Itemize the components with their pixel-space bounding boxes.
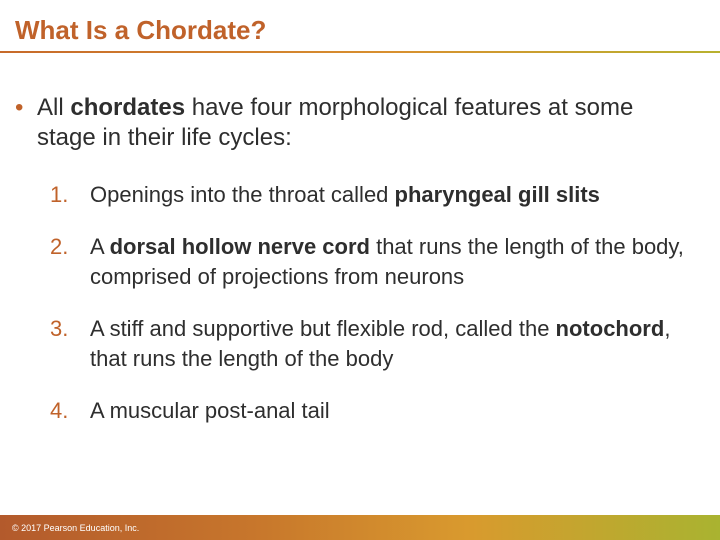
- list-item-text: [90, 232, 710, 292]
- list-item-text: [90, 180, 710, 210]
- item-text-part: , that runs the length of the body: [90, 316, 671, 371]
- list-item-text: [90, 314, 710, 374]
- bullet-text-before: All: [37, 94, 71, 121]
- list-item: [50, 396, 710, 426]
- item-bold-term: notochord: [555, 316, 665, 341]
- bullet-text-after: have four morphological features at some stage in their life cycles:: [37, 94, 634, 151]
- list-item-text: [90, 396, 710, 426]
- list-item: [50, 232, 710, 292]
- item-bold-term: dorsal hollow nerve cord: [109, 234, 370, 259]
- list-item: [50, 180, 710, 210]
- bullet-marker: •: [15, 94, 24, 121]
- item-bold-term: pharyngeal gill slits: [394, 182, 600, 207]
- item-text-part: that runs the length of the body, comprised of projections from neurons: [90, 234, 684, 289]
- copyright-text: © 2017 Pearson Education, Inc.: [12, 523, 140, 533]
- slide-title: What Is a Chordate?: [15, 15, 267, 45]
- bullet-bold-term: chordates: [70, 94, 186, 121]
- list-item: [50, 314, 710, 374]
- bullet-text: [37, 93, 695, 153]
- list-item-number: 4.: [50, 398, 69, 423]
- item-text-part: A muscular post-anal tail: [90, 398, 330, 423]
- main-bullet: [15, 93, 695, 153]
- item-text-part: A stiff and supportive but flexible rod, called the: [90, 316, 556, 341]
- list-item-number: 3.: [50, 316, 69, 341]
- item-text-part: A: [90, 234, 110, 259]
- feature-list: [50, 180, 710, 448]
- list-item-number: 1.: [50, 182, 69, 207]
- list-item-number: 2.: [50, 234, 69, 259]
- item-text-part: Openings into the throat called: [90, 182, 395, 207]
- title-divider: [0, 51, 720, 53]
- footer-bar: [0, 515, 720, 540]
